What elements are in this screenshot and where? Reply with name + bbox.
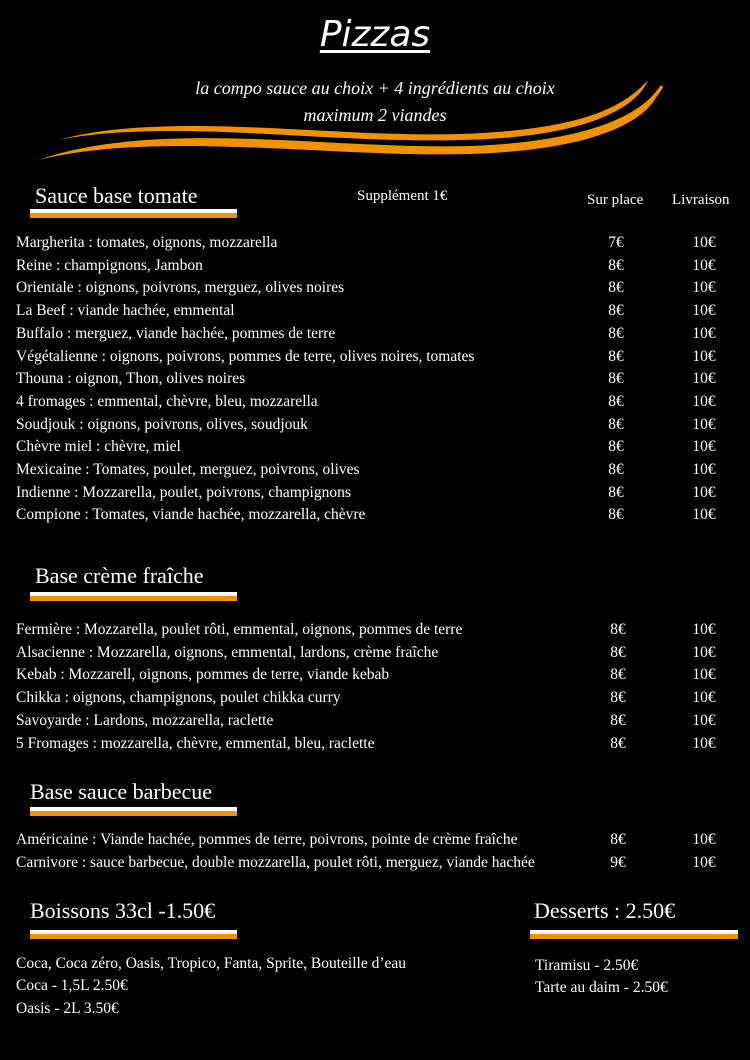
- menu-item-price-livraison: 10€: [692, 347, 716, 365]
- menu-item-price-livraison: 10€: [692, 831, 716, 848]
- menu-item-price-sur-place: 8€: [608, 438, 624, 456]
- menu-item-name: Soudjouk : oignons, poivrons, olives, soudjouk: [16, 415, 308, 433]
- menu-item-name: Végétalienne : oignons, poivrons, pommes de terre, olives noires, tomates: [16, 347, 475, 365]
- menu-item-name: Mexicaine : Tomates, poulet, merguez, poivrons, olives: [16, 461, 360, 478]
- supplement-label: Supplément 1€: [357, 188, 448, 204]
- boissons-item: Oasis - 2L 3.50€: [16, 1000, 119, 1017]
- menu-item-name: Indienne : Mozzarella, poulet, poivrons, champignons: [16, 483, 351, 501]
- menu-item-price-livraison: 10€: [692, 302, 716, 320]
- menu-item-name: Reine : champignons, Jambon: [16, 256, 203, 274]
- menu-row: [0, 644, 750, 666]
- menu-item-price-livraison: 10€: [692, 734, 716, 752]
- menu-row: [0, 416, 750, 438]
- menu-item-name: Savoyarde : Lardons, mozzarella, raclette: [16, 711, 274, 729]
- sur-place-header: Sur place: [587, 192, 644, 208]
- section-title-creme: Base crème fraîche: [35, 563, 204, 588]
- menu-item-price-livraison: 10€: [692, 853, 716, 871]
- menu-item-price-sur-place: 8€: [608, 256, 624, 274]
- menu-row: [0, 854, 750, 876]
- menu-item-name: Compione : Tomates, viande hachée, mozzarella, chèvre: [16, 506, 366, 524]
- menu-item-price-livraison: 10€: [692, 461, 716, 478]
- menu-item-price-livraison: 10€: [692, 506, 716, 524]
- menu-item-name: Buffalo : merguez, viande hachée, pommes de terre: [16, 324, 336, 342]
- subtitle-line-2: maximum 2 viandes: [303, 105, 447, 125]
- menu-item-name: Fermière : Mozzarella, poulet rôti, emmental, oignons, pommes de terre: [16, 621, 463, 638]
- subtitle-line-1: la compo sauce au choix + 4 ingrédients au choix: [195, 78, 555, 98]
- menu-row: [0, 621, 750, 643]
- menu-item-name: 4 fromages : emmental, chèvre, bleu, mozzarella: [16, 392, 318, 410]
- menu-item-name: Thouna : oignon, Thon, olives noires: [16, 370, 246, 388]
- menu-row: [0, 712, 750, 734]
- livraison-header: Livraison: [672, 192, 730, 208]
- menu-item-name: Alsacienne : Mozzarella, oignons, emmental, lardons, crème fraîche: [16, 643, 439, 661]
- menu-item-name: Kebab : Mozzarell, oignons, pommes de terre, viande kebab: [16, 666, 390, 684]
- menu-item-price-sur-place: 8€: [608, 324, 624, 342]
- menu-item-price-sur-place: 9€: [610, 853, 626, 871]
- boissons-item: Coca, Coca zéro, Oasis, Tropico, Fanta, Sprite, Bouteille d’eau: [16, 955, 407, 972]
- menu-item-price-livraison: 10€: [692, 392, 716, 410]
- menu-item-name: Orientale : oignons, poivrons, merguez, olives noires: [16, 279, 345, 297]
- desserts-title: Desserts : 2.50€: [534, 898, 676, 923]
- menu-item-price-livraison: 10€: [692, 370, 716, 388]
- menu-item-price-sur-place: 8€: [608, 483, 624, 501]
- menu-item-price-livraison: 10€: [692, 438, 716, 456]
- dessert-item: Tarte au daim - 2.50€: [535, 979, 668, 996]
- section-underline: [30, 807, 237, 816]
- menu-item-name: Américaine : Viande hachée, pommes de terre, poivrons, pointe de crème fraîche: [16, 831, 518, 848]
- section-underline: [30, 930, 237, 939]
- menu-item-price-sur-place: 8€: [610, 711, 626, 729]
- menu-row: [0, 484, 750, 506]
- menu-item-price-sur-place: 8€: [608, 347, 624, 365]
- menu-row: [0, 325, 750, 347]
- section-title-tomate: Sauce base tomate: [35, 183, 198, 208]
- menu-row: [0, 393, 750, 415]
- menu-item-price-sur-place: 8€: [608, 302, 624, 320]
- menu-row: [0, 279, 750, 301]
- menu-item-price-sur-place: 8€: [608, 461, 624, 478]
- menu-item-price-sur-place: 8€: [608, 370, 624, 388]
- menu-item-price-sur-place: 8€: [610, 831, 626, 848]
- menu-item-price-sur-place: 8€: [610, 643, 626, 661]
- section-underline: [30, 592, 237, 601]
- section-underline: [530, 930, 738, 939]
- menu-item-name: Chèvre miel : chèvre, miel: [16, 438, 181, 456]
- menu-item-name: 5 Fromages : mozzarella, chèvre, emmental, bleu, raclette: [16, 734, 375, 752]
- menu-item-price-livraison: 10€: [692, 621, 716, 638]
- menu-item-price-livraison: 10€: [692, 689, 716, 707]
- menu-row: [0, 302, 750, 324]
- menu-item-name: Margherita : tomates, oignons, mozzarella: [16, 234, 278, 251]
- menu-item-price-livraison: 10€: [692, 234, 716, 251]
- menu-row: [0, 666, 750, 688]
- menu-row: [0, 438, 750, 460]
- menu-item-price-livraison: 10€: [692, 324, 716, 342]
- menu-row: [0, 348, 750, 370]
- menu-row: [0, 689, 750, 711]
- menu-item-name: La Beef : viande hachée, emmental: [16, 302, 235, 320]
- menu-item-price-sur-place: 8€: [610, 689, 626, 707]
- section-underline: [30, 209, 237, 218]
- menu-item-price-sur-place: 8€: [608, 506, 624, 524]
- menu-item-price-sur-place: 8€: [608, 392, 624, 410]
- dessert-item: Tiramisu - 2.50€: [535, 957, 639, 974]
- menu-row: [0, 735, 750, 757]
- menu-row: [0, 257, 750, 279]
- menu-row: [0, 461, 750, 483]
- menu-item-price-sur-place: 7€: [608, 234, 624, 251]
- menu-item-price-livraison: 10€: [692, 279, 716, 297]
- page-title: Pizzas: [319, 14, 431, 55]
- boissons-title: Boissons 33cl -1.50€: [30, 898, 216, 923]
- menu-item-name: Chikka : oignons, champignons, poulet chikka curry: [16, 689, 341, 707]
- menu-item-price-livraison: 10€: [692, 643, 716, 661]
- menu-item-price-livraison: 10€: [692, 256, 716, 274]
- section-title-barbecue: Base sauce barbecue: [30, 779, 213, 804]
- menu-row: [0, 234, 750, 256]
- menu-item-price-livraison: 10€: [692, 415, 716, 433]
- boissons-item: Coca - 1,5L 2.50€: [16, 977, 128, 994]
- menu-item-price-livraison: 10€: [692, 666, 716, 684]
- menu-item-price-livraison: 10€: [692, 483, 716, 501]
- menu-item-price-livraison: 10€: [692, 711, 716, 729]
- menu-item-price-sur-place: 8€: [608, 279, 624, 297]
- menu-item-price-sur-place: 8€: [610, 621, 626, 638]
- menu-row: [0, 831, 750, 853]
- menu-row: [0, 506, 750, 528]
- menu-item-price-sur-place: 8€: [610, 666, 626, 684]
- menu-item-price-sur-place: 8€: [610, 734, 626, 752]
- menu-item-name: Carnivore : sauce barbecue, double mozzarella, poulet rôti, merguez, viande hachée: [16, 853, 535, 871]
- menu-row: [0, 370, 750, 392]
- menu-item-price-sur-place: 8€: [608, 415, 624, 433]
